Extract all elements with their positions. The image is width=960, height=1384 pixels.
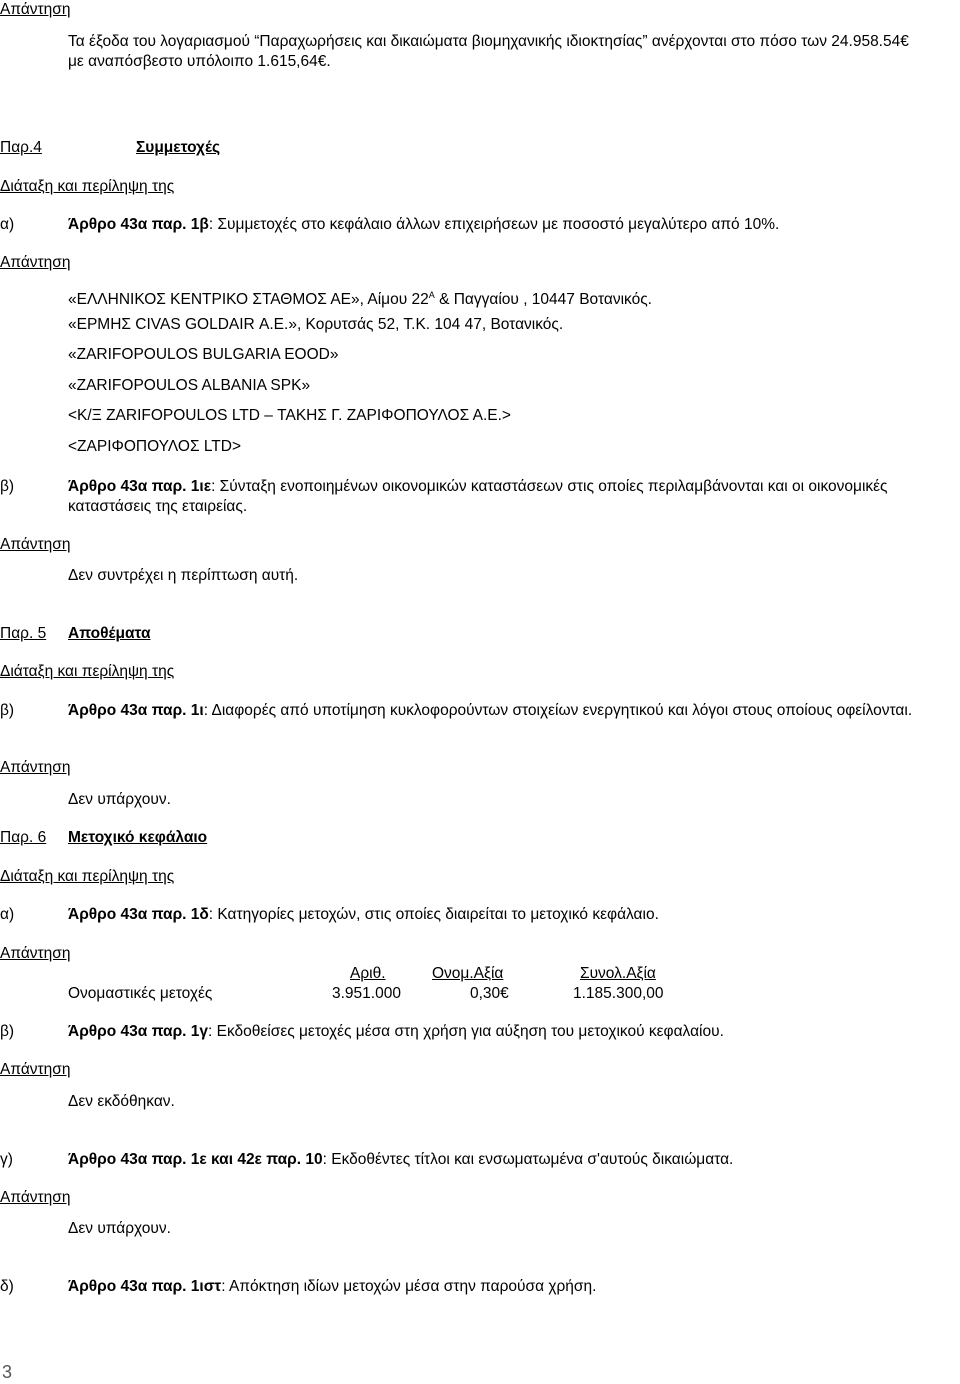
item-text: [68, 477, 958, 517]
answer-text: Δεν εκδόθηκαν.: [68, 1093, 175, 1110]
answer-heading: Απάντηση: [0, 536, 71, 553]
article-text: : Σύνταξη ενοποιημένων οικονομικών καταστάσεων στις οποίες περιλαμβάνονται και οι οικονομικές καταστάσεις της εταιρείας.: [68, 478, 888, 515]
article-text: : Κατηγορίες μετοχών, στις οποίες διαιρείται το μετοχικό κεφάλαιο.: [208, 906, 659, 923]
article-ref: Άρθρο 43α παρ. 1ιε: [68, 478, 212, 495]
answer-heading: Απάντηση: [0, 1, 71, 18]
section-title: Αποθέματα: [68, 625, 151, 642]
item-label: β): [0, 478, 15, 495]
company-text: «ΕΛΛΗΝΙΚΟΣ ΚΕΝΤΡΙΚΟ ΣΤΑΘΜΟΣ ΑΕ», Αίμου 22: [68, 291, 429, 309]
article-ref: Άρθρο 43α παρ. 1ε και 42ε παρ. 10: [68, 1151, 323, 1168]
article-text: : Εκδοθείσες μετοχές μέσα στη χρήση για αύξηση του μετοχικού κεφαλαίου.: [208, 1023, 724, 1040]
company-item: «ZARIFOPOULOS ALBANIA SPK»: [68, 377, 311, 394]
item-text: [68, 905, 659, 925]
article-text: : Εκδοθέντες τίτλοι και ενσωματωμένα σ'αυτούς δικαιώματα.: [322, 1151, 734, 1168]
table-cell: 0,30€: [470, 985, 509, 1002]
item-text: [68, 1277, 596, 1297]
company-item: «ZARIFOPOULOS BULGARIA EOOD»: [68, 346, 339, 363]
item-label: γ): [0, 1151, 13, 1168]
company-text-rest: & Παγγαίου , 10447 Βοτανικός.: [434, 291, 652, 309]
intangibles-text-line1: Τα έξοδα του λογαριασμού “Παραχωρήσεις και δικαιώματα βιομηχανικής ιδιοκτησίας” ανέρχονται στο πόσο των 24.958.54€: [68, 33, 909, 50]
table-header: Ονομ.Αξία: [432, 965, 504, 982]
answer-heading: Απάντηση: [0, 1189, 71, 1206]
article-text: : Συμμετοχές στο κεφάλαιο άλλων επιχειρήσεων με ποσοστό μεγαλύτερο από 10%.: [208, 216, 780, 233]
provision-heading: Διάταξη και περίληψη της: [0, 178, 175, 195]
page-number: 3: [2, 1362, 13, 1382]
article-ref: Άρθρο 43α παρ. 1γ: [68, 1023, 209, 1040]
company-item: [68, 285, 652, 310]
article-ref: Άρθρο 43α παρ. 1ι: [68, 702, 204, 719]
table-header: Συνολ.Αξία: [580, 965, 656, 982]
intangibles-text-line2: με αναπόσβεστο υπόλοιπο 1.615,64€.: [68, 53, 331, 70]
answer-heading: Απάντηση: [0, 254, 71, 271]
company-superscript: Α: [428, 290, 435, 300]
answer-heading: Απάντηση: [0, 759, 71, 776]
answer-heading: Απάντηση: [0, 1061, 71, 1078]
section-title: Συμμετοχές: [136, 139, 221, 156]
article-ref: Άρθρο 43α παρ. 1β: [68, 216, 209, 233]
article-ref: Άρθρο 43α παρ. 1δ: [68, 906, 209, 923]
answer-heading: Απάντηση: [0, 945, 71, 962]
item-label: δ): [0, 1278, 14, 1295]
company-item: «ΕΡΜΗΣ CIVAS GOLDAIR Α.Ε.», Κορυτσάς 52, Τ.Κ. 104 47, Βοτανικός.: [68, 316, 564, 333]
item-label: α): [0, 906, 15, 923]
item-label: β): [0, 702, 15, 719]
table-cell: 3.951.000: [332, 985, 401, 1002]
provision-heading: Διάταξη και περίληψη της: [0, 868, 175, 885]
section-number: Παρ.4: [0, 139, 42, 156]
article-ref: Άρθρο 43α παρ. 1ιστ: [68, 1278, 222, 1295]
item-text: [68, 701, 958, 721]
company-item: <Κ/Ξ ZARIFOPOULOS LTD – ΤΑΚΗΣ Γ. ΖΑΡΙΦΟΠΟΥΛΟΣ Α.Ε.>: [68, 407, 511, 424]
item-text: [68, 1150, 733, 1170]
article-text: : Απόκτηση ιδίων μετοχών μέσα στην παρούσα χρήση.: [221, 1278, 597, 1295]
table-row-label: Ονομαστικές μετοχές: [68, 985, 213, 1002]
item-label: β): [0, 1023, 15, 1040]
answer-text: Δεν υπάρχουν.: [68, 791, 171, 808]
section-title: Μετοχικό κεφάλαιο: [68, 829, 208, 846]
answer-text: Δεν υπάρχουν.: [68, 1220, 171, 1237]
item-text: [68, 215, 779, 235]
table-cell: 1.185.300,00: [573, 985, 664, 1002]
item-label: α): [0, 216, 15, 233]
section-number: Παρ. 5: [0, 625, 47, 642]
provision-heading: Διάταξη και περίληψη της: [0, 663, 175, 680]
item-text: [68, 1022, 724, 1042]
answer-text: Δεν συντρέχει η περίπτωση αυτή.: [68, 567, 299, 584]
table-header: Αριθ.: [350, 965, 386, 982]
company-item: <ΖΑΡΙΦΟΠΟΥΛΟΣ LTD>: [68, 438, 242, 455]
article-text: : Διαφορές από υποτίμηση κυκλοφορούντων στοιχείων ενεργητικού και λόγοι στους οποίους οφείλονται.: [203, 702, 913, 719]
section-number: Παρ. 6: [0, 829, 47, 846]
